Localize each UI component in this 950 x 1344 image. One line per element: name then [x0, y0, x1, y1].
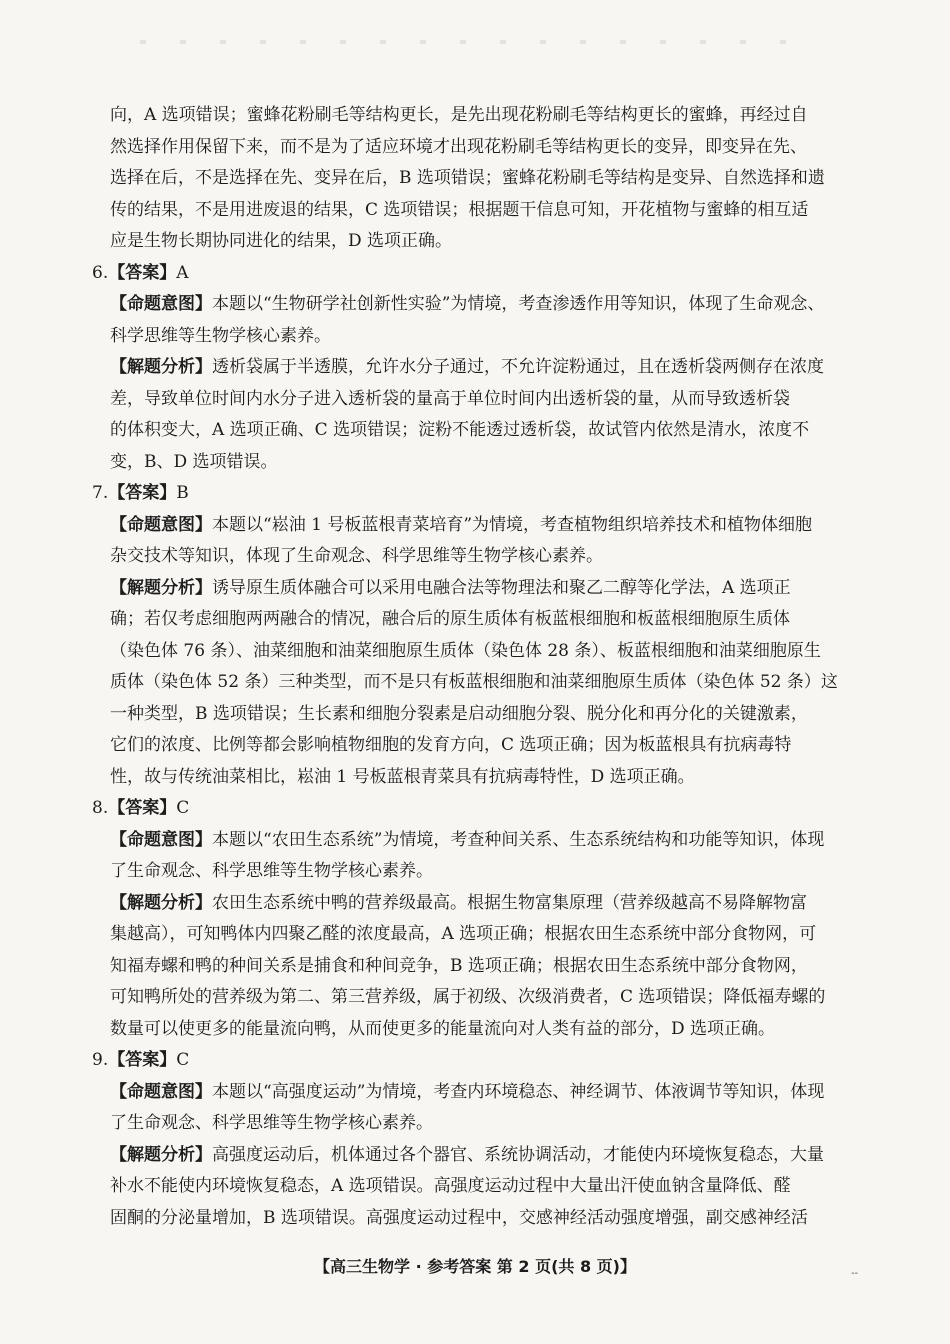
intent-tag: 【命题意图】 — [110, 829, 212, 850]
question-block-9 — [92, 1045, 862, 1234]
text-line: 应是生物长期协同进化的结果，D 选项正确。 — [110, 231, 453, 251]
text-line: 知福寿螺和鸭的种间关系是捕食和种间竞争，B 选项正确；根据农田生态系统中部分食物网， — [110, 955, 808, 976]
text-line — [110, 352, 862, 384]
intent-tag: 【命题意图】 — [110, 514, 212, 535]
text-line — [110, 510, 862, 542]
text-line: 它们的浓度、比例等都会影响植物细胞的发育方向，C 选项正确；因为板蓝根具有抗病毒特 — [110, 735, 792, 755]
continuation-paragraph — [92, 100, 862, 258]
intent-tag: 【命题意图】 — [110, 294, 212, 314]
text-line — [110, 825, 862, 857]
answer-value: C — [176, 798, 190, 818]
answer-line — [92, 258, 862, 290]
question-block-8 — [92, 793, 862, 1045]
analysis-paragraph — [92, 888, 862, 1046]
answer-value: C — [176, 1050, 190, 1070]
text-line — [110, 289, 862, 321]
scan-artifact — [140, 40, 820, 44]
analysis-paragraph — [92, 1140, 862, 1235]
analysis-tag: 【解题分析】 — [110, 357, 212, 377]
answer-content — [92, 100, 862, 1234]
text-line: 杂交技术等知识，体现了生命观念、科学思维等生物学核心素养。 — [110, 546, 603, 566]
analysis-text: 诱导原生质体融合可以采用电融合法等物理法和聚乙二醇等化学法，A 选项正 — [212, 577, 791, 598]
question-block-6 — [92, 258, 862, 479]
text-line: 然选择作用保留下来，而不是为了适应环境才出现花粉刷毛等结构更长的变异，即变异在先、 — [110, 136, 807, 157]
text-line — [110, 1077, 862, 1109]
intent-paragraph — [92, 510, 862, 573]
analysis-tag: 【解题分析】 — [110, 892, 212, 913]
answer-tag: 【答案】 — [108, 1050, 177, 1070]
analysis-paragraph — [92, 573, 862, 794]
text-line: 了生命观念、科学思维等生物学核心素养。 — [110, 861, 433, 881]
question-number: 7. — [92, 483, 109, 503]
intent-paragraph — [92, 1077, 862, 1140]
analysis-text: 高强度运动后，机体通过各个器官、系统协调活动，才能使内环境恢复稳态，大量 — [212, 1144, 824, 1165]
text-line: 的体积变大，A 选项正确、C 选项错误；淀粉不能透过透析袋，故试管内依然是清水，浓度不 — [110, 420, 810, 440]
corner-mark: -- — [851, 1268, 858, 1279]
text-line: 固酮的分泌量增加，B 选项错误。高强度运动过程中，交感神经活动强度增强，副交感神经活 — [110, 1207, 808, 1228]
intent-paragraph — [92, 289, 862, 352]
text-line: 集越高），可知鸭体内四聚乙醛的浓度最高，A 选项正确；根据农田生态系统中部分食物网，可 — [110, 924, 817, 944]
answer-line — [92, 1045, 862, 1077]
question-number: 8. — [92, 798, 109, 818]
answer-line — [92, 793, 862, 825]
intent-text: 本题以“高强度运动”为情境，考查内环境稳态、神经调节、体液调节等知识，体现 — [212, 1081, 825, 1102]
answer-value: A — [176, 262, 189, 283]
analysis-text: 农田生态系统中鸭的营养级最高。根据生物富集原理（营养级越高不易降解物富 — [212, 892, 807, 913]
text-line: 传的结果，不是用进废退的结果，C 选项错误；根据题干信息可知，开花植物与蜜蜂的相互适 — [110, 199, 809, 220]
answer-tag: 【答案】 — [108, 483, 177, 503]
text-line: 差，导致单位时间内水分子进入透析袋的量高于单位时间内出透析袋的量，从而导致透析袋 — [110, 388, 790, 409]
page-footer: 【高三生物学 · 参考答案 第 2 页(共 8 页)】 — [314, 1257, 636, 1276]
intent-tag: 【命题意图】 — [110, 1081, 212, 1102]
question-number: 6. — [92, 262, 109, 283]
intent-text: 本题以“农田生态系统”为情境，考查种间关系、生态系统结构和功能等知识，体现 — [212, 829, 825, 850]
text-line: 选择在后，不是选择在先、变异在后，B 选项错误；蜜蜂花粉刷毛等结构是变异、自然选择和遗 — [110, 168, 825, 188]
intent-paragraph — [92, 825, 862, 888]
question-block-7 — [92, 478, 862, 793]
question-number: 9. — [92, 1050, 109, 1070]
text-line: 确；若仅考虑细胞两两融合的情况，融合后的原生质体有板蓝根细胞和板蓝根细胞原生质体 — [110, 609, 790, 629]
text-line: 向，A 选项错误；蜜蜂花粉刷毛等结构更长，是先出现花粉刷毛等结构更长的蜜蜂，再经过自 — [110, 105, 808, 125]
text-line — [110, 573, 862, 605]
text-line — [110, 1140, 862, 1172]
text-line: 科学思维等生物学核心素养。 — [110, 325, 331, 346]
text-line: 一种类型，B 选项错误；生长素和细胞分裂素是启动细胞分裂、脱分化和再分化的关键激素， — [110, 703, 808, 724]
answer-tag: 【答案】 — [108, 798, 177, 818]
answer-tag: 【答案】 — [108, 262, 177, 283]
text-line: 变，B、D 选项错误。 — [110, 451, 278, 472]
analysis-tag: 【解题分析】 — [110, 577, 212, 598]
text-line: 数量可以使更多的能量流向鸭，从而使更多的能量流向对人类有益的部分，D 选项正确。 — [110, 1018, 776, 1039]
intent-text: 本题以“生物研学社创新性实验”为情境，考查渗透作用等知识，体现了生命观念、 — [212, 294, 825, 314]
analysis-paragraph — [92, 352, 862, 478]
text-line: 可知鸭所处的营养级为第二、第三营养级，属于初级、次级消费者，C 选项错误；降低福寿螺的 — [110, 987, 826, 1007]
text-line: 补水不能使内环境恢复稳态，A 选项错误。高强度运动过程中大量出汗使血钠含量降低、醛 — [110, 1176, 791, 1196]
text-line: 质体（染色体 52 条）三种类型，而不是只有板蓝根细胞和油菜细胞原生质体（染色体 52 条）这 — [110, 672, 838, 692]
text-line: 性，故与传统油菜相比，崧油 1 号板蓝根青菜具有抗病毒特性，D 选项正确。 — [110, 766, 695, 787]
answer-value: B — [176, 483, 189, 503]
text-line — [110, 888, 862, 920]
answer-line — [92, 478, 862, 510]
text-line: （染色体 76 条）、油菜细胞和油菜细胞原生质体（染色体 28 条）、板蓝根细胞和油菜细胞原生 — [110, 640, 821, 661]
intent-text: 本题以“崧油 1 号板蓝根青菜培育”为情境，考查植物组织培养技术和植物体细胞 — [212, 514, 813, 535]
analysis-text: 透析袋属于半透膜，允许水分子通过，不允许淀粉通过，且在透析袋两侧存在浓度 — [212, 357, 824, 377]
analysis-tag: 【解题分析】 — [110, 1144, 212, 1165]
text-line: 了生命观念、科学思维等生物学核心素养。 — [110, 1113, 433, 1133]
